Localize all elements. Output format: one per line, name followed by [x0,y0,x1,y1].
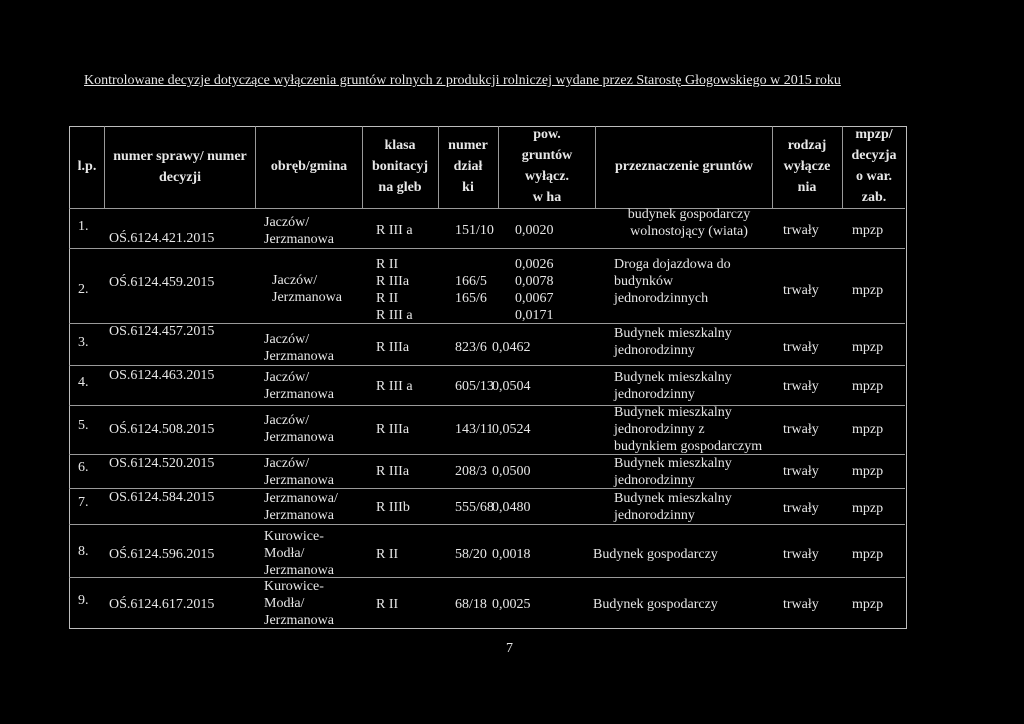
page-number: 7 [506,641,513,656]
row-type: trwały [783,379,819,394]
row-plot-number: 151/10 [455,223,494,238]
row-soil-class: R IIIa [376,464,410,479]
row-precinct: Jaczów/ Jerzmanowa [264,370,334,402]
row-area: 0,0025 [492,597,531,612]
row-purpose: Budynek mieszkalny jednorodzinny [614,370,732,402]
column-divider [104,126,105,208]
header-precinct: obręb/gmina [270,159,348,174]
header-purpose: przeznaczenie gruntów [614,159,754,174]
row-type: trwały [783,501,819,516]
table-header-divider [69,208,905,209]
row-lp: 5. [78,418,89,433]
row-lp: 2. [78,282,89,297]
row-divider [69,248,905,249]
header-type: rodzaj wyłącze nia [783,138,831,195]
row-precinct: Kurowice- Modła/ Jerzmanowa [264,579,334,628]
row-case-number: OŚ.6124.617.2015 [109,597,215,612]
row-plot-number: 58/20 [455,547,487,562]
row-type: trwały [783,547,819,562]
row-mpzp: mpzp [852,379,884,394]
row-mpzp: mpzp [852,422,884,437]
row-area: 0,0026 0,0078 0,0067 0,0171 [515,257,554,323]
column-divider [438,126,439,208]
row-soil-class: R IIIa [376,340,410,355]
header-lp: l.p. [77,159,97,174]
row-precinct: Jaczów/ Jerzmanowa [264,413,334,445]
row-mpzp: mpzp [852,340,884,355]
row-divider [69,524,905,525]
row-mpzp: mpzp [852,464,884,479]
row-area: 0,0018 [492,547,531,562]
row-precinct: Jaczów/ Jerzmanowa [264,215,334,247]
header-soil-class: klasa bonitacyj na gleb [372,138,428,195]
row-lp: 1. [78,219,89,234]
row-mpzp: mpzp [852,547,884,562]
row-case-number: OŚ.6124.596.2015 [109,547,215,562]
row-purpose: Budynek mieszkalny jednorodzinny [614,326,732,358]
row-mpzp: mpzp [852,223,884,238]
row-divider [69,577,905,578]
row-mpzp: mpzp [852,283,884,298]
row-lp: 7. [78,495,89,510]
row-plot-number: 143/11 [455,422,494,437]
row-precinct: Jaczów/ Jerzmanowa [264,456,334,488]
column-divider [772,126,773,208]
row-mpzp: mpzp [852,501,884,516]
row-purpose: Budynek mieszkalny jednorodzinny [614,491,732,523]
row-lp: 9. [78,593,89,608]
row-area: 0,0524 [492,422,531,437]
row-soil-class: R II [376,547,399,562]
row-area: 0,0020 [515,223,554,238]
row-plot-number: 555/68 [455,500,494,515]
row-purpose: Budynek gospodarczy [593,547,718,562]
row-lp: 8. [78,544,89,559]
row-mpzp: mpzp [852,597,884,612]
header-mpzp: mpzp/ decyzja o war. zab. [851,127,897,205]
row-case-number: OŚ.6124.459.2015 [109,275,215,290]
document-title: Kontrolowane decyzje dotyczące wyłączenia gruntów rolnych z produkcji rolniczej wydane przez Starostę Głogowskiego w 2015 roku [84,73,841,88]
row-precinct: Jaczów/ Jerzmanowa [264,332,334,364]
header-area: pow. gruntów wyłącz. w ha [521,127,573,205]
row-purpose: Budynek gospodarczy [593,597,718,612]
row-case-number: OS.6124.520.2015 [109,456,215,471]
row-precinct: Jerzmanowa/ Jerzmanowa [264,491,338,523]
row-area: 0,0462 [492,340,531,355]
row-type: trwały [783,422,819,437]
row-soil-class: R IIIa [376,422,410,437]
row-case-number: OS.6124.584.2015 [109,490,215,505]
column-divider [255,126,256,208]
column-divider [362,126,363,208]
row-type: trwały [783,340,819,355]
header-case-number: numer sprawy/ numer decyzji [113,149,247,185]
row-case-number: OŚ.6124.508.2015 [109,422,215,437]
header-plot-number: numer dział ki [448,138,488,195]
column-divider [842,126,843,208]
row-plot-number: 68/18 [455,597,487,612]
row-purpose: budynek gospodarczy wolnostojący (wiata) [627,207,751,239]
row-area: 0,0500 [492,464,531,479]
row-type: trwały [783,464,819,479]
row-area: 0,0504 [492,379,531,394]
row-case-number: OS.6124.457.2015 [109,324,215,339]
row-plot-number: 605/13 [455,379,494,394]
column-divider [498,126,499,208]
row-purpose: Budynek mieszkalny jednorodzinny [614,456,732,488]
column-divider [595,126,596,208]
row-divider [69,405,905,406]
row-plot-number: 208/3 [455,464,487,479]
row-purpose: Budynek mieszkalny jednorodzinny z budynkiem gospodarczym [614,405,763,454]
row-area: 0,0480 [492,500,531,515]
row-lp: 3. [78,335,89,350]
row-case-number: OŚ.6124.421.2015 [109,231,215,246]
row-soil-class: R II [376,597,399,612]
row-soil-class: R III a [376,223,413,238]
row-soil-class: R III a [376,379,413,394]
row-precinct: Kurowice- Modła/ Jerzmanowa [264,529,334,578]
row-type: trwały [783,597,819,612]
row-plot-number: 823/6 [455,340,487,355]
row-type: trwały [783,223,819,238]
row-divider [69,365,905,366]
row-soil-class: R II R IIIa R II R III a [376,257,413,323]
row-purpose: Droga dojazdowa do budynków jednorodzinnych [614,257,731,306]
row-case-number: OS.6124.463.2015 [109,368,215,383]
row-lp: 6. [78,460,89,475]
row-soil-class: R IIIb [376,500,410,515]
row-type: trwały [783,283,819,298]
row-lp: 4. [78,375,89,390]
row-precinct: Jaczów/ Jerzmanowa [272,273,342,305]
row-plot-number: 166/5 165/6 [455,274,487,306]
